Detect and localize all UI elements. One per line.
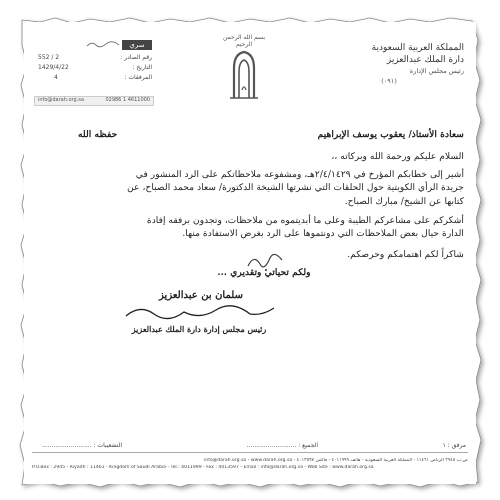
letterhead-institution: دارة الملك عبدالعزيز [386,55,464,65]
date-value: 1429/4/22 [38,64,69,71]
contact-strip [34,96,154,106]
reference-logo-text [86,40,120,50]
footer-signatures-field: التشعيبات : .......................... [42,442,123,449]
header-email: info@darah.org.sa [38,97,84,103]
paragraph-1-line: أشير إلى خطابكم المؤرخ في ٢/٤/١٤٢٩هـ، ومشفوعه ملاحظاتكم على الرد المنشور في [135,169,464,180]
footer-contact-english: P.O.Box : 2945 - Riyadh : 11461 - Kingdom of Saudi Arabia - Tel.: 4011999 - Fax : 4013597 - Email : info@darah.org.sa - Web Site : www.darah.org.sa [32,465,374,470]
paragraph-1 [104,168,464,208]
paragraph-2-line: أشكركم على مشاعركم الطيبة وعلى ما أبديتموه من ملاحظات، وتجدون برفقه إفادة [146,215,464,226]
paragraph-2-line: الدارة حيال بعض الملاحظات التي دونتموها على الرد بغرض الاستفادة منها. [182,228,464,240]
thanks-line: شاكراً لكم اهتمامكم وحرصكم. [347,249,464,260]
closing-line: ولكم تحياتي وتقديري ... [217,267,311,278]
letter-paper [24,22,476,484]
footer-contact-arabic: ص.ب ٢٩٤٥ الرياض ١١٤٦١ - المملكة العربية السعودية - هاتف ٤٠١١٩٩٩ - فاكس ٤٠١٣٥٩٧ - info@darah.org.sa - www.darah.org.sa [204,458,468,463]
letterhead-office: رئيس مجلس الإدارة [409,67,464,75]
paragraph-2 [104,214,464,241]
attachments-value: 4 [54,74,58,81]
attachments-row: المرفقات : 4 [54,74,152,81]
letterhead-code: (٠٩١) [381,77,397,85]
footer-recipient-field: الجميع : .......................... [246,442,318,449]
date-label: التاريخ [136,64,152,71]
recipient-line: سعادة الأستاذ/ يعقوب يوسف الإبراهيم [317,129,464,140]
reference-block [34,36,154,116]
darah-mini-logo-icon [86,40,120,48]
paragraph-1-line: جريدة الرأي الكويتية حول الحلقات التي نشرتها الشيخة الدكتورة/ سعاد محمد الصباح، عن [127,182,464,194]
greeting: السلام عليكم ورحمة الله وبركاته ،، [331,151,464,162]
bismillah-text: بسم الله الرحمن الرحيم [222,34,266,48]
date-row: التاريخ : 1429/4/22 [38,64,152,71]
honorific: حفظه الله [78,129,118,140]
footer-divider [32,452,468,453]
darah-emblem [216,34,272,104]
letterhead-country: المملكة العربية السعودية [371,43,464,53]
reference-number-label: رقم الصادر [124,54,152,61]
paragraph-1-line: كتابها عن الشيخ/ مبارك الصباح. [344,195,464,207]
footer-attachment-count: مرفق : ١ [442,442,466,449]
attachments-label: المرفقات [128,74,152,81]
reference-number-row: رقم الصادر : 552 / 2 [38,54,152,61]
darah-logo-icon [216,46,272,102]
signature-name: سلمان بن عبدالعزيز [159,290,243,301]
signature-scribble-icon [120,300,280,324]
header-phone: 02986 1 4611000 [105,97,150,103]
classification-badge: سري [122,40,152,50]
reference-number-value: 552 / 2 [38,54,60,61]
signature-title: رئيس مجلس إدارة دارة الملك عبدالعزيز [131,324,267,334]
letterhead-right [314,42,464,86]
